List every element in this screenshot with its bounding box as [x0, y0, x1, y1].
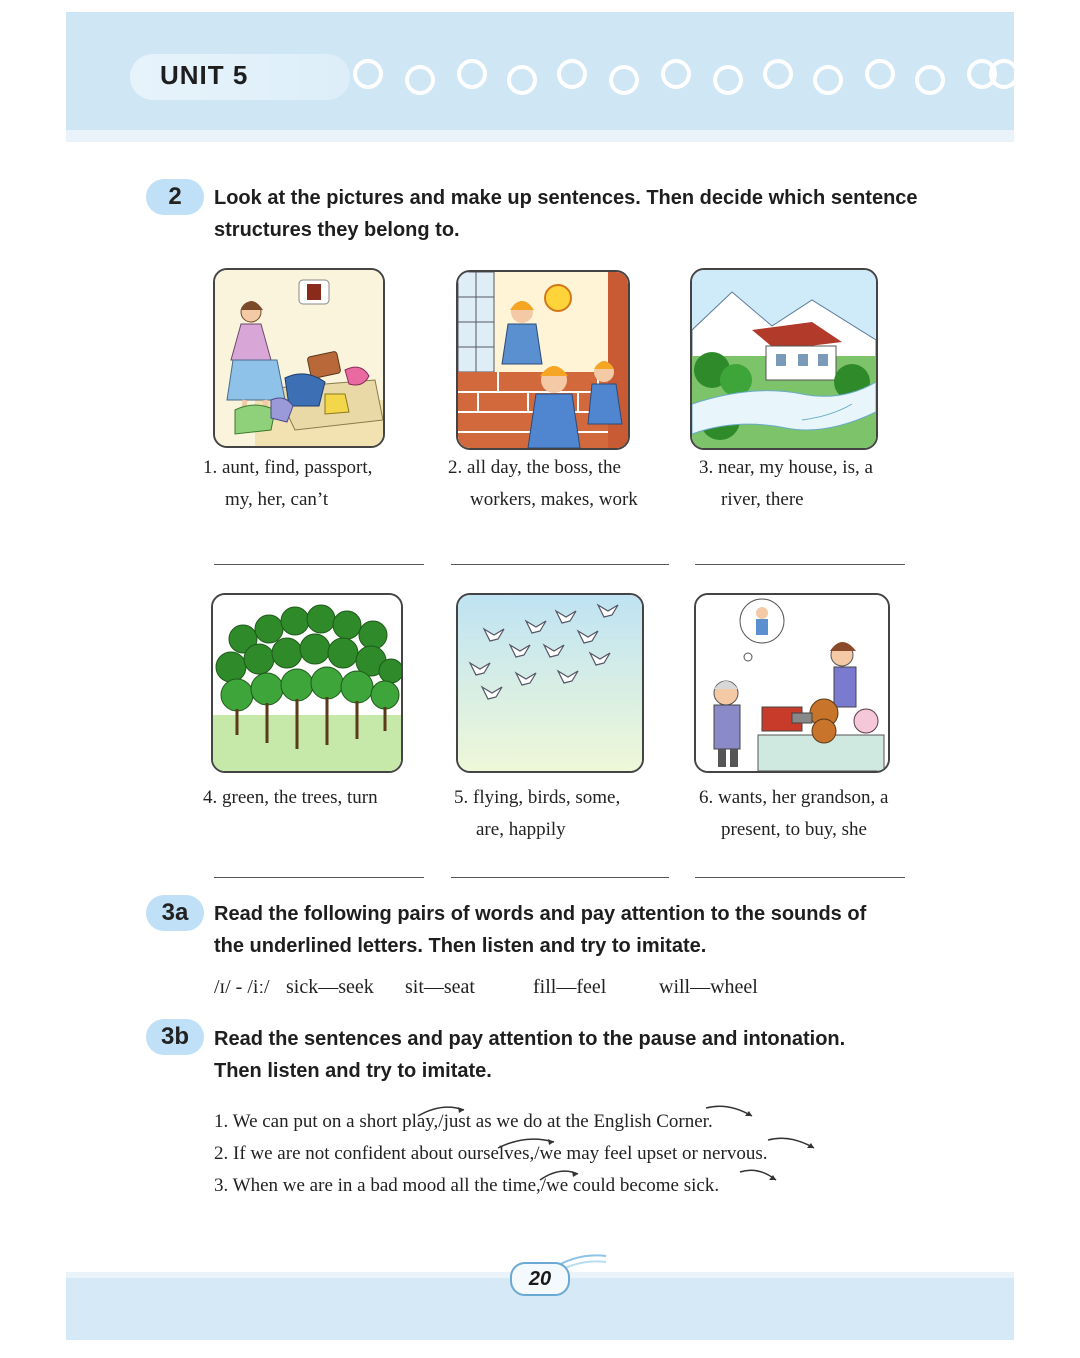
prompt-4-line1: 4. green, the trees, turn	[203, 787, 378, 808]
answer-line-1[interactable]	[214, 564, 424, 565]
intonation-fall-arrow-icon	[702, 1100, 762, 1120]
prompt-4	[203, 782, 378, 814]
section-3b-instruction-line2: Then listen and try to imitate.	[214, 1060, 492, 1082]
word-pair-1: sick—seek	[286, 976, 374, 998]
picture-workers-on-site	[456, 270, 630, 450]
toy-shop-illustration	[696, 595, 888, 771]
prompt-6-line2: present, to buy, she	[721, 819, 867, 840]
intonation-fall-arrow-3-icon	[736, 1164, 786, 1184]
sentence-1: 1. We can put on a short play,/just as we do at the English Corner.	[214, 1111, 713, 1132]
section-3a-instruction-line1: Read the following pairs of words and pay attention to the sounds of	[214, 903, 867, 925]
rings-icon	[352, 56, 1014, 100]
picture-house-by-river	[690, 268, 878, 450]
word-pair-4: will—wheel	[659, 976, 758, 998]
house-river-illustration	[692, 270, 876, 448]
answer-line-4[interactable]	[214, 877, 424, 878]
birds-illustration	[458, 595, 642, 771]
prompt-2-line1: 2. all day, the boss, the	[448, 457, 621, 478]
unit-title: UNIT 5	[160, 60, 249, 90]
section-2-instruction	[214, 182, 934, 246]
answer-line-3[interactable]	[695, 564, 905, 565]
forest-illustration	[213, 595, 401, 771]
picture-woman-searching-luggage	[213, 268, 385, 448]
answer-line-6[interactable]	[695, 877, 905, 878]
section-3a-instruction	[214, 898, 934, 962]
intonation-rise-arrow-2-icon	[494, 1132, 564, 1152]
intonation-rise-arrow-icon	[414, 1100, 474, 1120]
prompt-3-line1: 3. near, my house, is, a	[699, 457, 873, 478]
word-pair-2: sit—seat	[405, 976, 475, 998]
decorative-rings	[352, 56, 1014, 100]
prompt-5-line1: 5. flying, birds, some,	[454, 787, 621, 808]
prompt-3	[699, 452, 873, 516]
phonetic-symbols: /ɪ/ - /iː/	[214, 976, 270, 998]
prompt-1-line2: my, her, can’t	[225, 489, 329, 510]
header-shadow	[66, 130, 1014, 142]
prompt-1	[203, 452, 372, 516]
section-3a-instruction-line2: the underlined letters. Then listen and try to imitate.	[214, 935, 707, 957]
prompt-5	[454, 782, 620, 846]
section-2-badge: 2	[146, 179, 204, 215]
section-3b-instruction-line1: Read the sentences and pay attention to the pause and intonation.	[214, 1028, 846, 1050]
intonation-rise-arrow-3-icon	[536, 1164, 586, 1184]
prompt-5-line2: are, happily	[476, 819, 566, 840]
section-3a-badge: 3a	[146, 895, 204, 931]
sentence-3: 3. When we are in a bad mood all the time,/we could become sick.	[214, 1175, 720, 1196]
answer-line-5[interactable]	[451, 877, 669, 878]
prompt-6-line1: 6. wants, her grandson, a	[699, 787, 889, 808]
section-3b-instruction	[214, 1023, 934, 1087]
section-3b-badge: 3b	[146, 1019, 204, 1055]
answer-line-2[interactable]	[451, 564, 669, 565]
word-pair-3: fill—feel	[533, 976, 607, 998]
prompt-2	[448, 452, 638, 516]
prompt-6	[699, 782, 888, 846]
prompt-1-line1: 1. aunt, find, passport,	[203, 457, 373, 478]
picture-green-forest	[211, 593, 403, 773]
section-2-instruction-line2: structures they belong to.	[214, 219, 460, 241]
prompt-3-line2: river, there	[721, 489, 804, 510]
workers-illustration	[458, 272, 628, 448]
picture-grandma-toy-shop	[694, 593, 890, 773]
page-number: 20	[510, 1262, 570, 1296]
woman-luggage-illustration	[215, 270, 383, 446]
intonation-fall-arrow-2-icon	[764, 1132, 824, 1152]
prompt-2-line2: workers, makes, work	[470, 489, 638, 510]
picture-flying-birds	[456, 593, 644, 773]
sentence-2: 2. If we are not confident about ourselves,/we may feel upset or nervous.	[214, 1143, 768, 1164]
section-2-instruction-line1: Look at the pictures and make up sentences. Then decide which sentence	[214, 187, 918, 209]
